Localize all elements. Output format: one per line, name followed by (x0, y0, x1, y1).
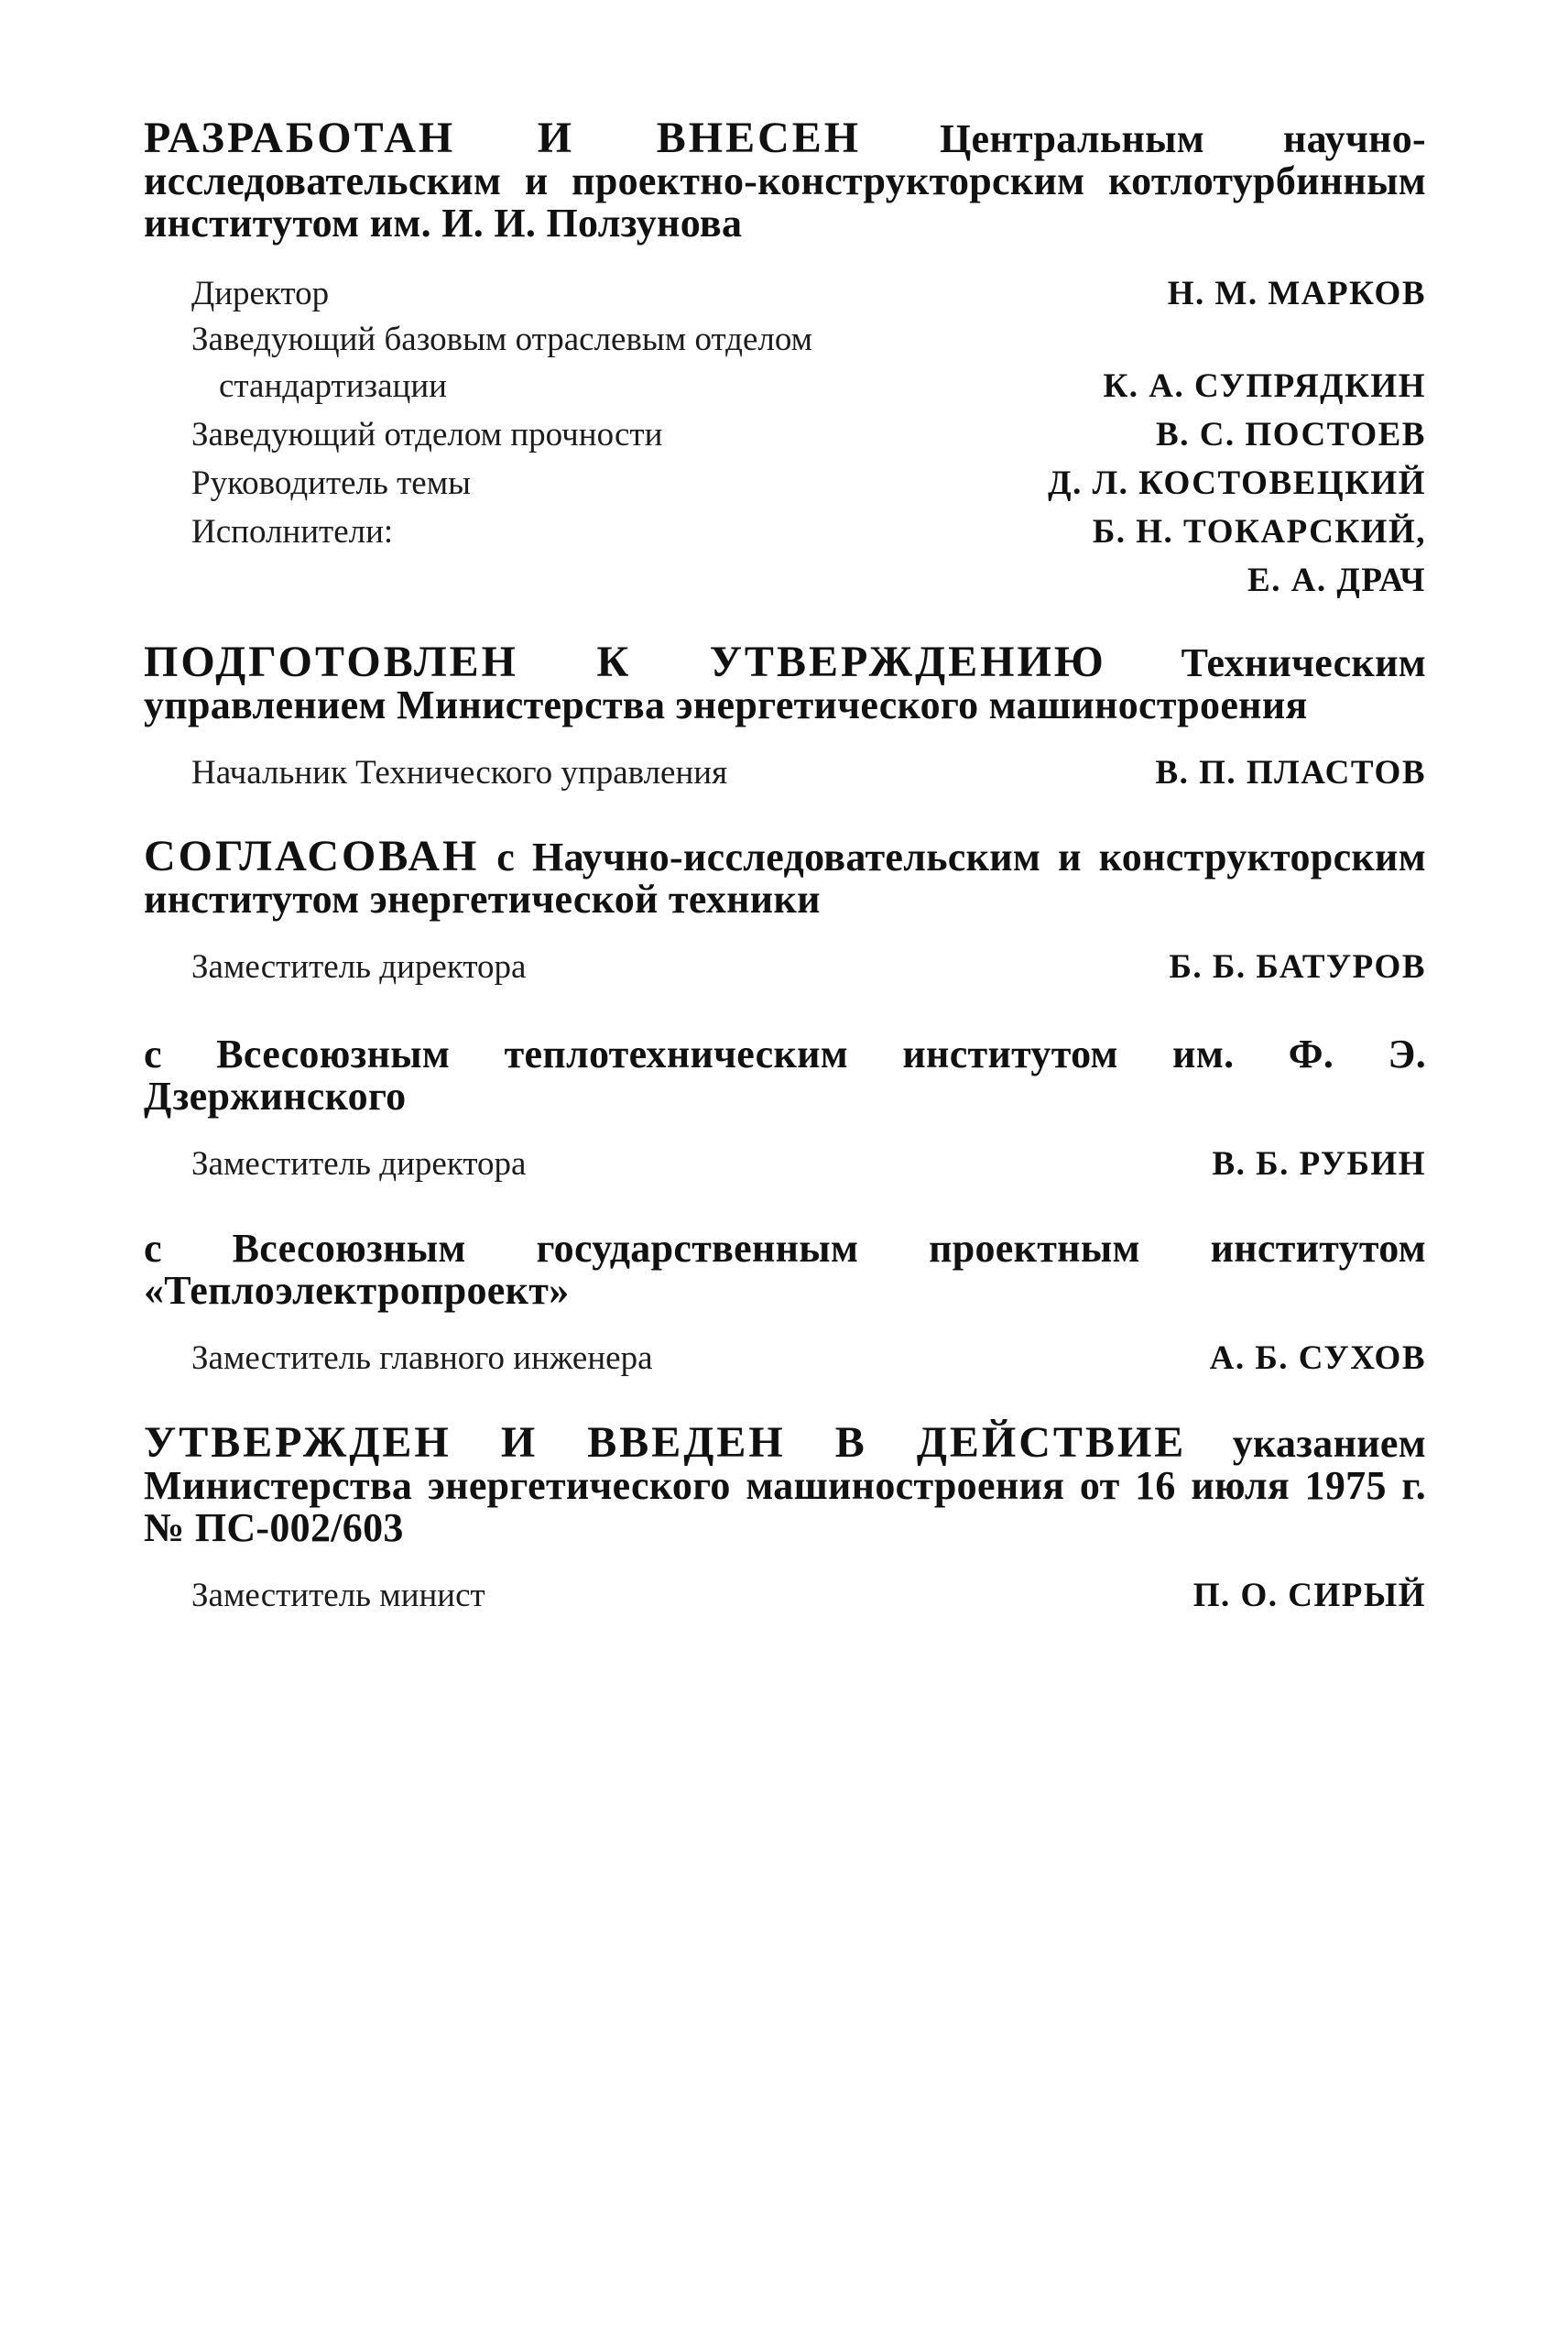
signatory-role: Начальник Технического управления (191, 754, 728, 792)
signatory-row (144, 508, 1426, 556)
heading-text: указанием Министерства энергетического машиностроения от 16 июля 1975 г. № ПС-002/603 (144, 1421, 1426, 1550)
section-heading: с Всесоюзным государственным проектным институтом «Теплоэлектропроект» (144, 1226, 1426, 1313)
heading-caps: ПОДГОТОВЛЕН К УТВЕРЖДЕНИЮ (144, 638, 1106, 686)
section-heading (144, 1418, 1426, 1550)
section-agreed-vti (144, 1033, 1426, 1188)
signatory-row (144, 1571, 1426, 1620)
signatory-name: Б. Б. БАТУРОВ (1169, 948, 1426, 986)
signatory-name: П. О. СИРЫЙ (1192, 1577, 1426, 1614)
signatory-role: Руководитель темы (191, 464, 471, 502)
section-heading (144, 114, 1426, 246)
signatory-row (144, 269, 1426, 318)
signatory-row (144, 748, 1426, 797)
signatory-row (144, 410, 1426, 459)
signatory-role: Директор (191, 275, 330, 312)
heading-text: Центральным научно-исследовательским и проектно-конструкторским котлотурбинным институтом им. И. И. Ползунова (144, 116, 1426, 246)
section-heading (144, 832, 1426, 922)
signatory-row (144, 943, 1426, 991)
heading-text: Техническим управлением Министерства энергетического машиностроения (144, 640, 1426, 727)
section-heading: с Всесоюзным теплотехническим институтом им. Ф. Э. Дзержинского (144, 1032, 1426, 1119)
signatory-row (144, 362, 1426, 410)
signatory-role-continued: стандартизации (219, 367, 447, 405)
signatory-role: Заместитель главного инженера (191, 1339, 653, 1377)
section-developed (144, 114, 1426, 605)
heading-caps: УТВЕРЖДЕН И ВВЕДЕН В ДЕЙСТВИЕ (144, 1418, 1187, 1467)
signatories-list (144, 269, 1426, 605)
heading-caps: СОГЛАСОВАН (144, 832, 480, 880)
signatory-name: Е. А. ДРАЧ (1247, 562, 1426, 599)
section-agreed (144, 832, 1426, 991)
signatory-row (144, 1334, 1426, 1382)
signatory-role: Заведующий отделом прочности (191, 416, 663, 453)
signatory-role: Заместитель директора (191, 948, 527, 986)
signatory-name: Н. М. МАРКОВ (1167, 275, 1426, 312)
signatory-name: К. А. СУПРЯДКИН (1103, 367, 1426, 405)
signatory-role: Заместитель директора (191, 1145, 527, 1183)
signatory-name: Д. Л. КОСТОВЕЦКИЙ (1048, 464, 1426, 502)
signatory-row (144, 556, 1426, 605)
signatory-row (144, 459, 1426, 508)
section-agreed-tep (144, 1228, 1426, 1382)
signatory-row (144, 1140, 1426, 1188)
heading-text: с Научно-исследовательским и конструкторским институтом энергетической техники (144, 835, 1426, 922)
signatory-row (144, 318, 1426, 362)
signatory-name: В. П. ПЛАСТОВ (1155, 754, 1426, 792)
signatory-name: В. Б. РУБИН (1212, 1145, 1426, 1183)
section-prepared (144, 638, 1426, 797)
signatory-name: А. Б. СУХОВ (1209, 1339, 1426, 1377)
heading-caps: РАЗРАБОТАН И ВНЕСЕН (144, 114, 862, 162)
signatory-role: Заместитель минист (191, 1577, 485, 1614)
section-heading (144, 638, 1426, 727)
signatory-role: Исполнители: (191, 513, 394, 551)
signatory-name: Б. Н. ТОКАРСКИЙ, (1092, 513, 1426, 551)
signatory-role: Заведующий базовым отраслевым отделом (191, 321, 813, 358)
section-approved (144, 1418, 1426, 1620)
signatory-name: В. С. ПОСТОЕВ (1156, 416, 1426, 453)
